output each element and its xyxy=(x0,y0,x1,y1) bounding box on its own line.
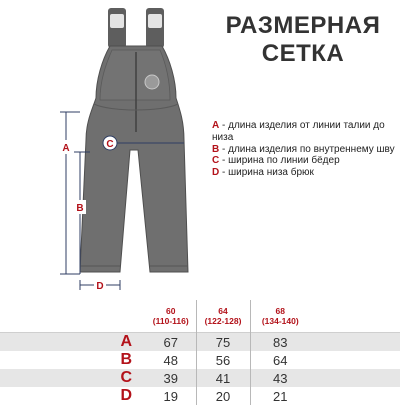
legend xyxy=(212,120,397,179)
size-table-header xyxy=(0,300,400,333)
badge-c xyxy=(103,136,117,150)
row-label: A xyxy=(0,333,146,352)
legend-item-b: B - длина изделия по внутреннему шву xyxy=(212,143,395,155)
badge-b xyxy=(74,200,86,214)
badge-a xyxy=(60,140,72,154)
label-b: B xyxy=(76,203,84,214)
row-label: B xyxy=(120,351,132,368)
legend-item-a: A - длина изделия от линии талии до низа xyxy=(212,120,385,143)
table-row: B 48 56 64 xyxy=(0,351,400,369)
suspender-straps xyxy=(108,8,164,48)
title-line-2: СЕТКА xyxy=(261,40,345,67)
table-row: A 67 75 83 xyxy=(0,333,400,352)
table-row: D 19 20 21 xyxy=(0,387,400,405)
row-label: D xyxy=(120,387,132,404)
dimension-a xyxy=(60,112,80,274)
legend-item-d: D - ширина низа брюк xyxy=(212,167,314,179)
table-row: C 39 41 43 xyxy=(0,369,400,387)
label-d: D xyxy=(96,281,104,292)
label-c: C xyxy=(106,139,114,150)
row-label: C xyxy=(0,369,146,387)
bib-panel xyxy=(100,50,170,100)
size-col-64: 64 (122-128) xyxy=(196,300,250,333)
title-line-1: РАЗМЕРНАЯ xyxy=(225,12,381,39)
size-table xyxy=(0,300,400,405)
page-title xyxy=(218,12,388,68)
logo-badge xyxy=(145,75,159,89)
size-col-68: 68 (134-140) xyxy=(250,300,310,333)
size-col-60: 60 (110-116) xyxy=(152,306,189,326)
badge-d xyxy=(94,279,106,292)
legend-item-c: C - ширина по линии бёдер xyxy=(212,155,340,167)
label-a: A xyxy=(62,143,70,154)
